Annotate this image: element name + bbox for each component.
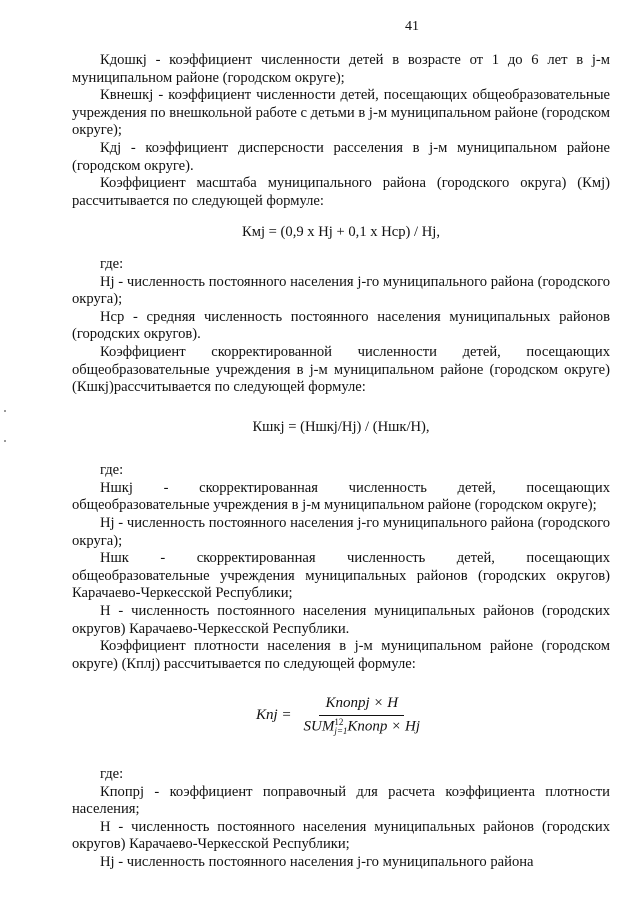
paragraph: Коэффициент масштаба муниципального района (городского округа) (Кмj) рассчитывается по следующей формуле: [72, 175, 610, 209]
formula-km: Кмj = (0,9 х Нj + 0,1 х Нср) / Нj, [242, 224, 440, 241]
paragraph: Ншкj - скорректированная численность детей, посещающих общеобразовательные учреждения в j-м муниципальном районе (городском округе); [72, 479, 610, 514]
paragraph: Коэффициент скорректированной численности детей, посещающих общеобразовательные учреждения в j-м муниципальном районе (городском округе) (Кшкj)рассчитывается по следующей формуле: [72, 343, 610, 396]
formula-lhs: Knj = [255, 706, 292, 723]
sum-lower: j=1 [334, 726, 348, 736]
scan-artifact [4, 440, 6, 442]
paragraph: Нj - численность постоянного населения j-го муниципального района [100, 854, 534, 870]
paragraph: Квнешкj - коэффициент численности детей, посещающих общеобразовательные учреждения по внешкольной работе с детьми в j-м муниципальном районе (городском округе); [72, 87, 610, 139]
paragraph: Н - численность постоянного населения муниципальных районов (городских округов) Карачаево-Черкесской Республики. [72, 603, 610, 637]
fraction-numerator: Kпoпpj × H [319, 695, 404, 716]
formula-kpl [72, 695, 610, 736]
page-number: 41 [405, 19, 419, 34]
where-label: где: [100, 462, 124, 479]
scan-artifact [4, 410, 6, 412]
document-body [72, 52, 610, 872]
paragraph: Нj - численность постоянного населения j-го муниципального района (городского округа); [72, 515, 610, 549]
where-label: где: [100, 255, 124, 272]
paragraph: Кдj - коэффициент дисперсности расселения в j-м муниципальном районе (городском округе). [72, 139, 610, 174]
paragraph: Кдошкj - коэффициент численности детей в возрасте от 1 до 6 лет в j-м муниципальном районе (городском округе); [72, 52, 610, 86]
fraction [298, 695, 427, 736]
paragraph: Н - численность постоянного населения муниципальных районов (городских округов) Карачаево-Черкесской Республики; [72, 818, 610, 853]
where-label: где: [100, 766, 124, 783]
denominator-rest: Kпoпp × Hj [347, 718, 421, 735]
sum-upper: 12 [334, 717, 344, 727]
paragraph: Нj - численность постоянного населения j-го муниципального района (городского округа); [72, 273, 610, 308]
paragraph: Нср - средняя численность постоянного населения муниципальных районов (городских округов). [72, 308, 610, 343]
paragraph: Кпопрj - коэффициент поправочный для расчета коэффициента плотности населения; [72, 783, 610, 818]
paragraph: Ншк - скорректированная численность детей, посещающих общеобразовательные учреждения муниципальных районов (городских округов) Карачаево-Черкесской Республики; [72, 550, 610, 602]
sum-limits [334, 718, 347, 736]
sum-symbol: SUM [303, 718, 335, 735]
fraction-denominator [298, 716, 427, 736]
paragraph: Коэффициент плотности населения в j-м муниципальном районе (городском округе) (Кплj) рассчитывается по следующей формуле: [72, 638, 610, 672]
formula-kshk: Кшкj = (Ншкj/Нj) / (Ншк/Н), [252, 418, 430, 435]
